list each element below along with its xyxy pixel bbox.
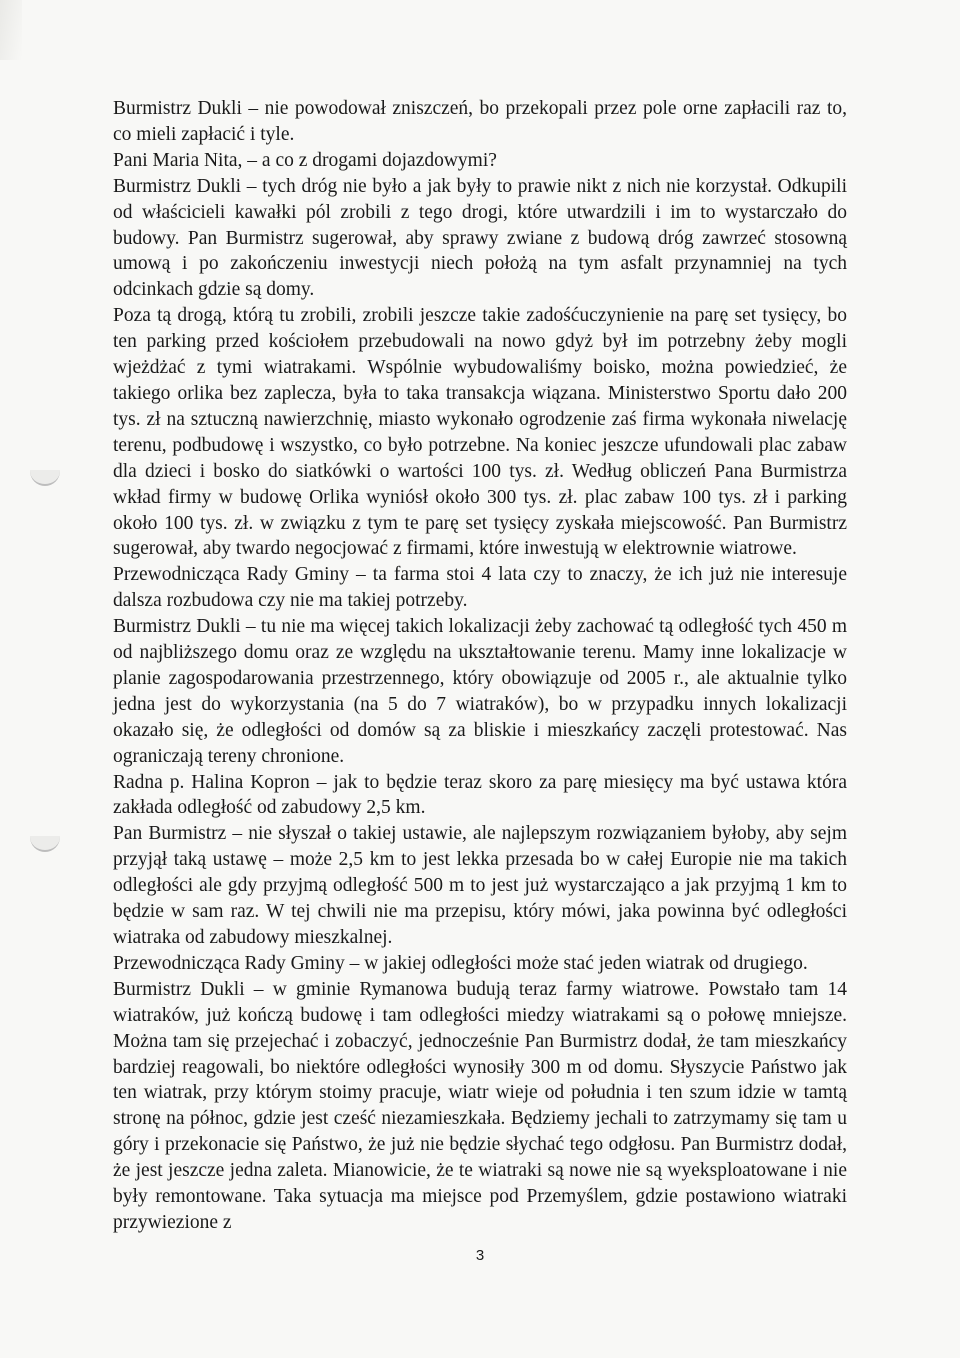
page-number: 3 [475,1247,485,1264]
paragraph: Przewodnicząca Rady Gminy – w jakiej odległości może stać jeden wiatrak od drugiego. [113,952,808,974]
punch-hole-mark [30,836,60,852]
paragraph: Radna p. Halina Kopron – jak to będzie teraz skoro za parę miesięcy ma być ustawa która zakłada odległość od zabudowy 2,5 km. [113,771,847,819]
punch-hole-mark [30,470,60,486]
paragraph: Burmistrz Dukli – w gminie Rymanowa budują teraz farmy wiatrowe. Powstało tam 14 wiatraków, już kończą budowę i tam odległości miedzy wiatrakami są o połowę mniejsze. Można tam się przejechać i zobaczyć, jednocześnie Pan Burmistrz dodał, że tam mieszkańcy bardziej reagowali, bo niektóre odległości wynosiły 300 m od domu. Słyszycie Państwo jak ten wiatrak, przy którym stoimy pracuje, wiatr wieje od południa i ten szum idzie w tamtą stronę na północ, gdzie jest cześć niezamieszkała. Będziemy jechali to zatrzymamy się tam u góry i przekonacie się Państwo, że już nie będzie słychać tego odgłosu. Pan Burmistrz dodał, że jest jeszcze jedna zaleta. Mianowicie, że te wiatraki są nowe nie są wyeksploatowane i nie były remontowane. Taka sytuacja ma miejsce pod Przemyślem, gdzie postawiono wiatraki przywiezione z [113,978,847,1233]
paragraph: Przewodnicząca Rady Gminy – ta farma stoi 4 lata czy to znaczy, że ich już nie interesuje dalsza rozbudowa czy nie ma takiej potrzeby. [113,564,847,612]
paragraph: Pani Maria Nita, – a co z drogami dojazdowymi? [113,149,497,171]
paragraph: Pan Burmistrz – nie słyszał o takiej ustawie, ale najlepszym rozwiązaniem byłoby, aby sejm przyjął taką ustawę – może 2,5 km to jest lekka przesada bo w całej Europie nie ma takich odległości ale gdy przyjmą odległość 500 m to jest już wystarczająco a jak przyjmą 1 km to będzie w sam raz. W tej chwili nie ma przepisu, który mówi, jaka powinna być odległości wiatraka od zabudowy mieszkalnej. [113,823,847,948]
paragraph: Burmistrz Dukli – tu nie ma więcej takich lokalizacji żeby zachować tą odległość tych 450 m od najbliższego domu oraz ze względu na ukształtowanie terenu. Mamy inne lokalizacje w planie zagospodarowania przestrzennego, który obowiązuje od 2005 r., ale aktualnie tylko jedna jest do wykorzystania (na 5 do 7 wiatraków), bo w przypadku innych lokalizacji okazało się, że odległości od domów są za bliskie i mieszkańcy zaczęli protestować. Nas ograniczają tereny chronione. [113,616,847,767]
paragraph: Burmistrz Dukli – nie powodował zniszczeń, bo przekopali przez pole orne zapłacili raz to, co mieli zapłacić i tyle. [113,98,847,145]
paragraph: Burmistrz Dukli – tych dróg nie było a jak były to prawie nikt z nich nie korzystał. Odkupili od właścicieli kawałki pól zrobili z tego drogi, które utwardzili i im to wystarczało do budowy. Pan Burmistrz sugerował, aby sprawy zwiane z budową dróg zawrzeć stosowną umową i po zakończeniu inwestycji niech położą na tym asfalt przynamniej na tych odcinkach gdzie są domy. [113,175,847,301]
paragraph: Poza tą drogą, którą tu zrobili, zrobili jeszcze takie zadośćuczynienie na parę set tysięcy, bo ten parking przed kościołem przebudowali na nowo gdyż był im potrzebny żeby mogli wjeżdżać z tymi wiatrakami. Wspólnie wybudowaliśmy boisko, można powiedzieć, że takiego orlika bez zaplecza, była to taka transakcja wiązana. Ministerstwo Sportu dało 200 tys. zł na sztuczną nawierzchnię, miasto wykonało ogrodzenie zaś firma wykonała niwelację terenu, podbudowę i wszystko, co było potrzebne. Na koniec jeszcze ufundowali plac zabaw dla dzieci i bosko do siatkówki o wartości 100 tys. zł. Według obliczeń Pana Burmistrza wkład firmy w budowę Orlika wyniósł około 300 tys. zł. plac zabaw 100 tys. zł i parking około 100 tys. zł. w związku z tym te parę set tysięcy zyskała miejscowość. Pan Burmistrz sugerował, aby twardo negocjować z firmami, które inwestują w elektrownie wiatrowe. [113,305,847,560]
page-corner-fold [0,0,22,60]
document-body [113,96,847,1236]
